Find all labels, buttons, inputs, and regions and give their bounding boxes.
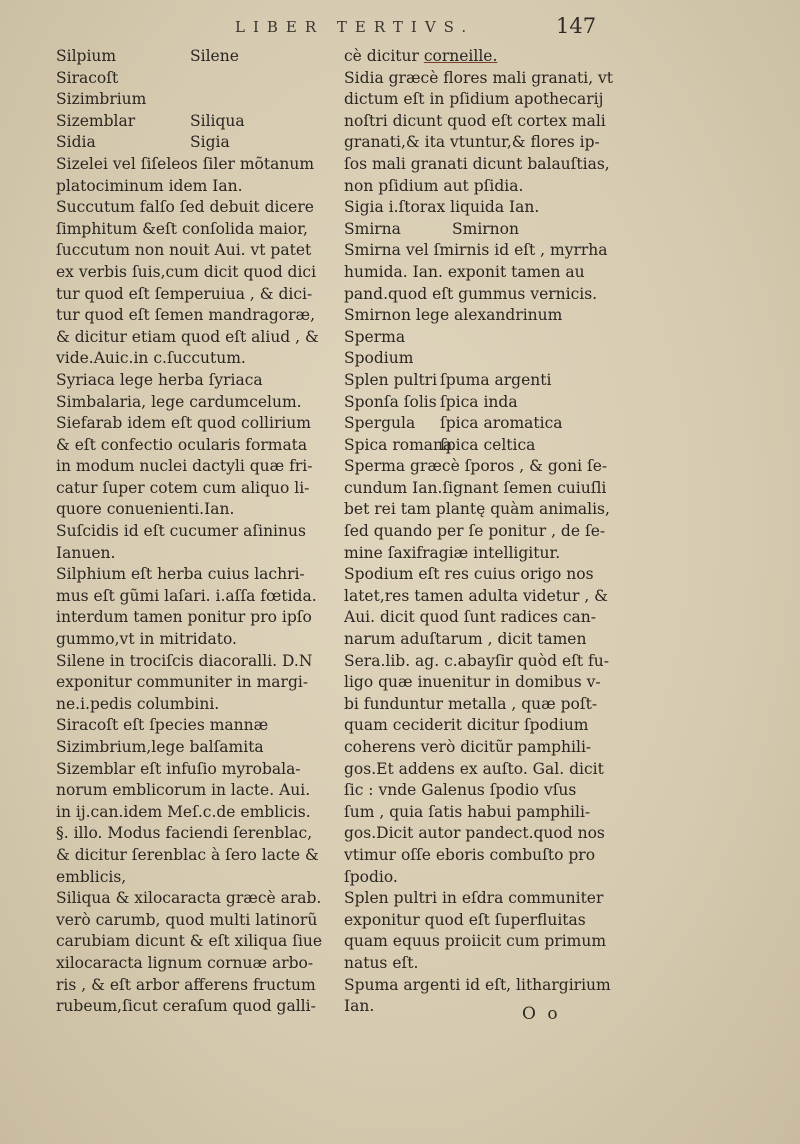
text-line — [344, 910, 634, 932]
line-text: exponitur quod eſt ſuperfluitas — [344, 910, 586, 929]
line-text: Silene in trociſcis diacoralli. D.N — [56, 651, 313, 670]
text-line — [344, 370, 634, 392]
text-line — [56, 219, 324, 241]
line-text: xilocaracta lignum cornuæ arbo- — [56, 953, 314, 972]
line-text: gummo,vt in mitridato. — [56, 630, 237, 649]
text-line — [56, 305, 324, 327]
line-text: Spodium — [344, 349, 414, 368]
text-line — [344, 543, 634, 565]
line-text: Sperma — [344, 327, 406, 346]
text-line — [344, 651, 634, 673]
right-column — [344, 46, 634, 1018]
line-text: dictum eſt in pſidium apothecarij — [344, 90, 604, 109]
text-line — [56, 780, 324, 802]
text-line — [344, 845, 634, 867]
headword: ſpica inda — [440, 392, 518, 411]
underlined-word: corneille. — [423, 47, 498, 65]
line-text: Siefarab idem eſt quod collirium — [56, 414, 311, 433]
line-text: narum aduſtarum , dicit tamen — [344, 630, 587, 649]
text-line — [56, 845, 324, 867]
line-text: Sigia i.ſtorax liquida Ian. — [344, 198, 540, 217]
line-text: Siracoſt — [56, 68, 119, 87]
text-line — [344, 305, 634, 327]
text-line — [56, 759, 324, 781]
line-text: mine ſaxifragiæ intelligitur. — [344, 543, 561, 562]
text-line — [56, 413, 324, 435]
line-text: coherens verò dicitũr pamphili- — [344, 738, 592, 756]
headword: Spergula — [344, 414, 416, 433]
text-line — [56, 89, 324, 111]
text-line — [344, 348, 634, 370]
line-text: mus eſt gũmi laſari. i.aſſa fœtida. — [56, 586, 317, 605]
page-header — [0, 14, 800, 44]
headword: ſpica aromatica — [440, 414, 563, 433]
line-text: Sizimbrium — [56, 90, 147, 109]
page-number: 147 — [556, 14, 597, 38]
text-line — [56, 651, 324, 673]
text-line — [344, 240, 634, 262]
text-line — [56, 888, 324, 910]
text-line — [56, 672, 324, 694]
line-text: latet,res tamen adulta videtur , & — [344, 586, 608, 605]
running-head: LIBER TERTIVS. — [235, 18, 475, 36]
text-line — [56, 975, 324, 997]
line-text: & eſt confectio ocularis formata — [56, 435, 308, 454]
line-text: bi funduntur metalla , quæ poſt- — [344, 694, 598, 713]
line-text: gos.Et addens ex auſto. Gal. dicit — [344, 759, 604, 778]
text-line — [344, 392, 634, 414]
line-text: Siracoſt eſt ſpecies mannæ — [56, 716, 269, 735]
text-line — [56, 68, 324, 90]
line-text: carubiam dicunt & eſt xiliqua ſiue — [56, 932, 323, 951]
text-line — [56, 694, 324, 716]
line-text: cundum Ian.ſignant ſemen cuiuſli — [344, 478, 607, 497]
line-text: vide.Auic.in c.ſuccutum. — [56, 349, 246, 368]
text-line — [344, 68, 634, 90]
text-line — [56, 931, 324, 953]
line-text: rubeum,ſicut ceraſum quod galli- — [56, 997, 316, 1016]
line-text: cè dicitur corneille. — [344, 47, 498, 65]
line-text: ſum , quia ſatis habui pamphili- — [344, 802, 591, 821]
line-text: Succutum falſo ſed debuit dicere — [56, 198, 314, 217]
line-text: Smirna vel ſmirnis id eſt , myrrha — [344, 241, 608, 260]
line-text: tur quod eſt ſemen mandragoræ, — [56, 306, 316, 325]
text-line — [56, 348, 324, 370]
line-text: Sizelei vel ſiſeleos ſiler mõtanum — [56, 154, 315, 173]
text-line — [344, 888, 634, 910]
text-line — [344, 672, 634, 694]
headword: Smirnon — [452, 219, 519, 238]
text-line — [56, 46, 324, 68]
line-text: Siliqua & xilocaracta græcè arab. — [56, 889, 322, 908]
text-line — [344, 931, 634, 953]
line-text: natus eſt. — [344, 953, 419, 972]
line-text: exponitur communiter in margi- — [56, 673, 309, 692]
line-text: humida. Ian. exponit tamen au — [344, 262, 585, 281]
text-line — [56, 521, 324, 543]
text-line — [56, 607, 324, 629]
text-line — [56, 176, 324, 198]
text-line — [56, 910, 324, 932]
text-line — [344, 521, 634, 543]
text-line — [344, 499, 634, 521]
text-line — [56, 240, 324, 262]
headword: ſpuma argenti — [440, 370, 552, 389]
text-line — [344, 586, 634, 608]
line-text: Simbalaria, lege cardumcelum. — [56, 392, 302, 411]
text-line — [344, 176, 634, 198]
text-line — [56, 499, 324, 521]
line-text: verò carumb, quod multi latinorũ — [56, 910, 318, 929]
text-line — [344, 564, 634, 586]
line-text: bet rei tam plantę quàm animalis, — [344, 500, 610, 519]
text-line — [344, 953, 634, 975]
headword: Sizemblar — [56, 111, 136, 130]
line-text: Suſcidis id eſt cucumer aſininus — [56, 522, 306, 541]
line-text: Sperma græcè ſporos , & goni ſe- — [344, 457, 608, 476]
text-line — [344, 867, 634, 889]
line-text: quam ceciderit dicitur ſpodium — [344, 716, 589, 735]
headword: ſpica celtica — [440, 435, 536, 454]
line-text: Syriaca lege herba ſyriaca — [56, 370, 263, 389]
text-line — [56, 435, 324, 457]
text-line — [344, 435, 634, 457]
text-line — [344, 629, 634, 651]
line-text: quore conuenienti.Ian. — [56, 500, 235, 519]
headword: Sponſa ſolis — [344, 392, 437, 411]
headword: Silene — [190, 47, 239, 65]
text-line — [344, 327, 634, 349]
line-text: pand.quod eſt gummus vernicis. — [344, 284, 598, 303]
text-line — [56, 586, 324, 608]
line-text: ſos mali granati dicunt balauſtias, — [344, 154, 610, 173]
signature-mark: O o — [522, 1004, 561, 1024]
text-line — [344, 111, 634, 133]
line-text: Aui. dicit quod ſunt radices can- — [344, 608, 597, 627]
line-text: Smirnon lege alexandrinum — [344, 306, 563, 325]
text-line — [344, 284, 634, 306]
text-line — [56, 284, 324, 306]
line-text: interdum tamen ponitur pro ipſo — [56, 608, 312, 627]
text-line — [344, 759, 634, 781]
text-line — [344, 996, 634, 1018]
text-line — [344, 456, 634, 478]
line-text: ne.i.pedis columbini. — [56, 694, 220, 713]
headword: Smirna — [344, 219, 401, 238]
text-line — [56, 543, 324, 565]
text-line — [344, 975, 634, 997]
line-text: ſuccutum non nouit Aui. vt patet — [56, 241, 312, 260]
text-line — [56, 823, 324, 845]
text-line — [56, 327, 324, 349]
line-text: Ian. — [344, 997, 375, 1016]
line-text: norum emblicorum in lacte. Aui. — [56, 781, 311, 800]
headword: Splen pultri — [344, 370, 438, 389]
headword: Spica romana — [344, 435, 453, 454]
text-line — [344, 737, 634, 759]
line-text: Spuma argenti id eſt, lithargirium — [344, 975, 611, 994]
line-text: ſed quando per ſe ponitur , de ſe- — [344, 522, 606, 541]
line-text: vtimur oſſe eboris combuſto pro — [344, 845, 596, 864]
line-text: Splen pultri in eſdra communiter — [344, 889, 604, 908]
text-line — [344, 802, 634, 824]
line-text: non pſidium aut pſidia. — [344, 176, 524, 195]
text-line — [344, 219, 634, 241]
text-line — [344, 154, 634, 176]
text-line — [56, 737, 324, 759]
line-text: gos.Dicit autor pandect.quod nos — [344, 824, 605, 843]
line-text: Silphium eſt herba cuius lachri- — [56, 565, 305, 584]
line-text: & dicitur etiam quod eſt aliud , & — [56, 327, 319, 346]
line-text: Sidia græcè flores mali granati, vt — [344, 68, 614, 87]
line-text: & dicitur ſerenblac à ſero lacte & — [56, 845, 319, 864]
line-text: noſtri dicunt quod eſt cortex mali — [344, 111, 606, 130]
line-text: ligo quæ inuenitur in domibus v- — [344, 673, 601, 692]
headword: Silpium — [56, 47, 117, 65]
text-line — [56, 392, 324, 414]
line-text: tur quod eſt ſemperuiua , & dici- — [56, 284, 313, 303]
text-line — [56, 953, 324, 975]
text-line — [56, 262, 324, 284]
text-line — [344, 413, 634, 435]
line-text: ris , & eſt arbor afferens fructum — [56, 975, 316, 994]
line-text: Sizemblar eſt infuſio myrobala- — [56, 759, 301, 778]
headword: Siliqua — [190, 111, 245, 130]
text-line — [344, 607, 634, 629]
text-line — [56, 629, 324, 651]
line-text: ſic : vnde Galenus ſpodio vſus — [344, 781, 577, 800]
text-line — [56, 996, 324, 1018]
text-line — [56, 456, 324, 478]
line-text: ſpodio. — [344, 867, 398, 886]
line-text: emblicis, — [56, 867, 127, 886]
text-line — [344, 715, 634, 737]
text-line — [344, 694, 634, 716]
line-text: in ij.can.idem Meſ.c.de emblicis. — [56, 802, 311, 821]
left-column — [56, 46, 324, 1018]
line-text: quam equus proiicit cum primum — [344, 932, 607, 951]
line-text: ſimphitum &eſt conſolida maior, — [56, 219, 308, 238]
text-line — [344, 823, 634, 845]
text-line — [56, 132, 324, 154]
text-line — [344, 780, 634, 802]
text-line — [56, 867, 324, 889]
text-line — [56, 370, 324, 392]
line-text: Ianuen. — [56, 543, 116, 562]
text-line — [344, 478, 634, 500]
line-text: Sera.lib. ag. c.abayſir quòd eſt fu- — [344, 651, 609, 670]
text-line — [344, 132, 634, 154]
text-line — [344, 89, 634, 111]
line-text: catur ſuper cotem cum aliquo li- — [56, 478, 310, 497]
line-text: in modum nuclei dactyli quæ fri- — [56, 457, 313, 476]
text-line — [344, 46, 634, 68]
text-line — [56, 802, 324, 824]
line-text: Sizimbrium,lege balſamita — [56, 738, 264, 756]
text-line — [56, 154, 324, 176]
text-line — [56, 564, 324, 586]
text-line — [56, 197, 324, 219]
headword: Sidia — [56, 133, 96, 152]
text-line — [344, 262, 634, 284]
text-line — [56, 111, 324, 133]
line-text: granati,& ita vtuntur,& flores ip- — [344, 133, 600, 152]
line-text: platociminum idem Ian. — [56, 176, 243, 195]
text-line — [56, 478, 324, 500]
line-text: Spodium eſt res cuius origo nos — [344, 565, 594, 584]
headword: Sigia — [190, 133, 230, 152]
line-text: §. illo. Modus faciendi ſerenblac, — [56, 824, 313, 843]
line-text: ex verbis ſuis,cum dicit quod dici — [56, 262, 317, 281]
text-line — [344, 197, 634, 219]
text-line — [56, 715, 324, 737]
